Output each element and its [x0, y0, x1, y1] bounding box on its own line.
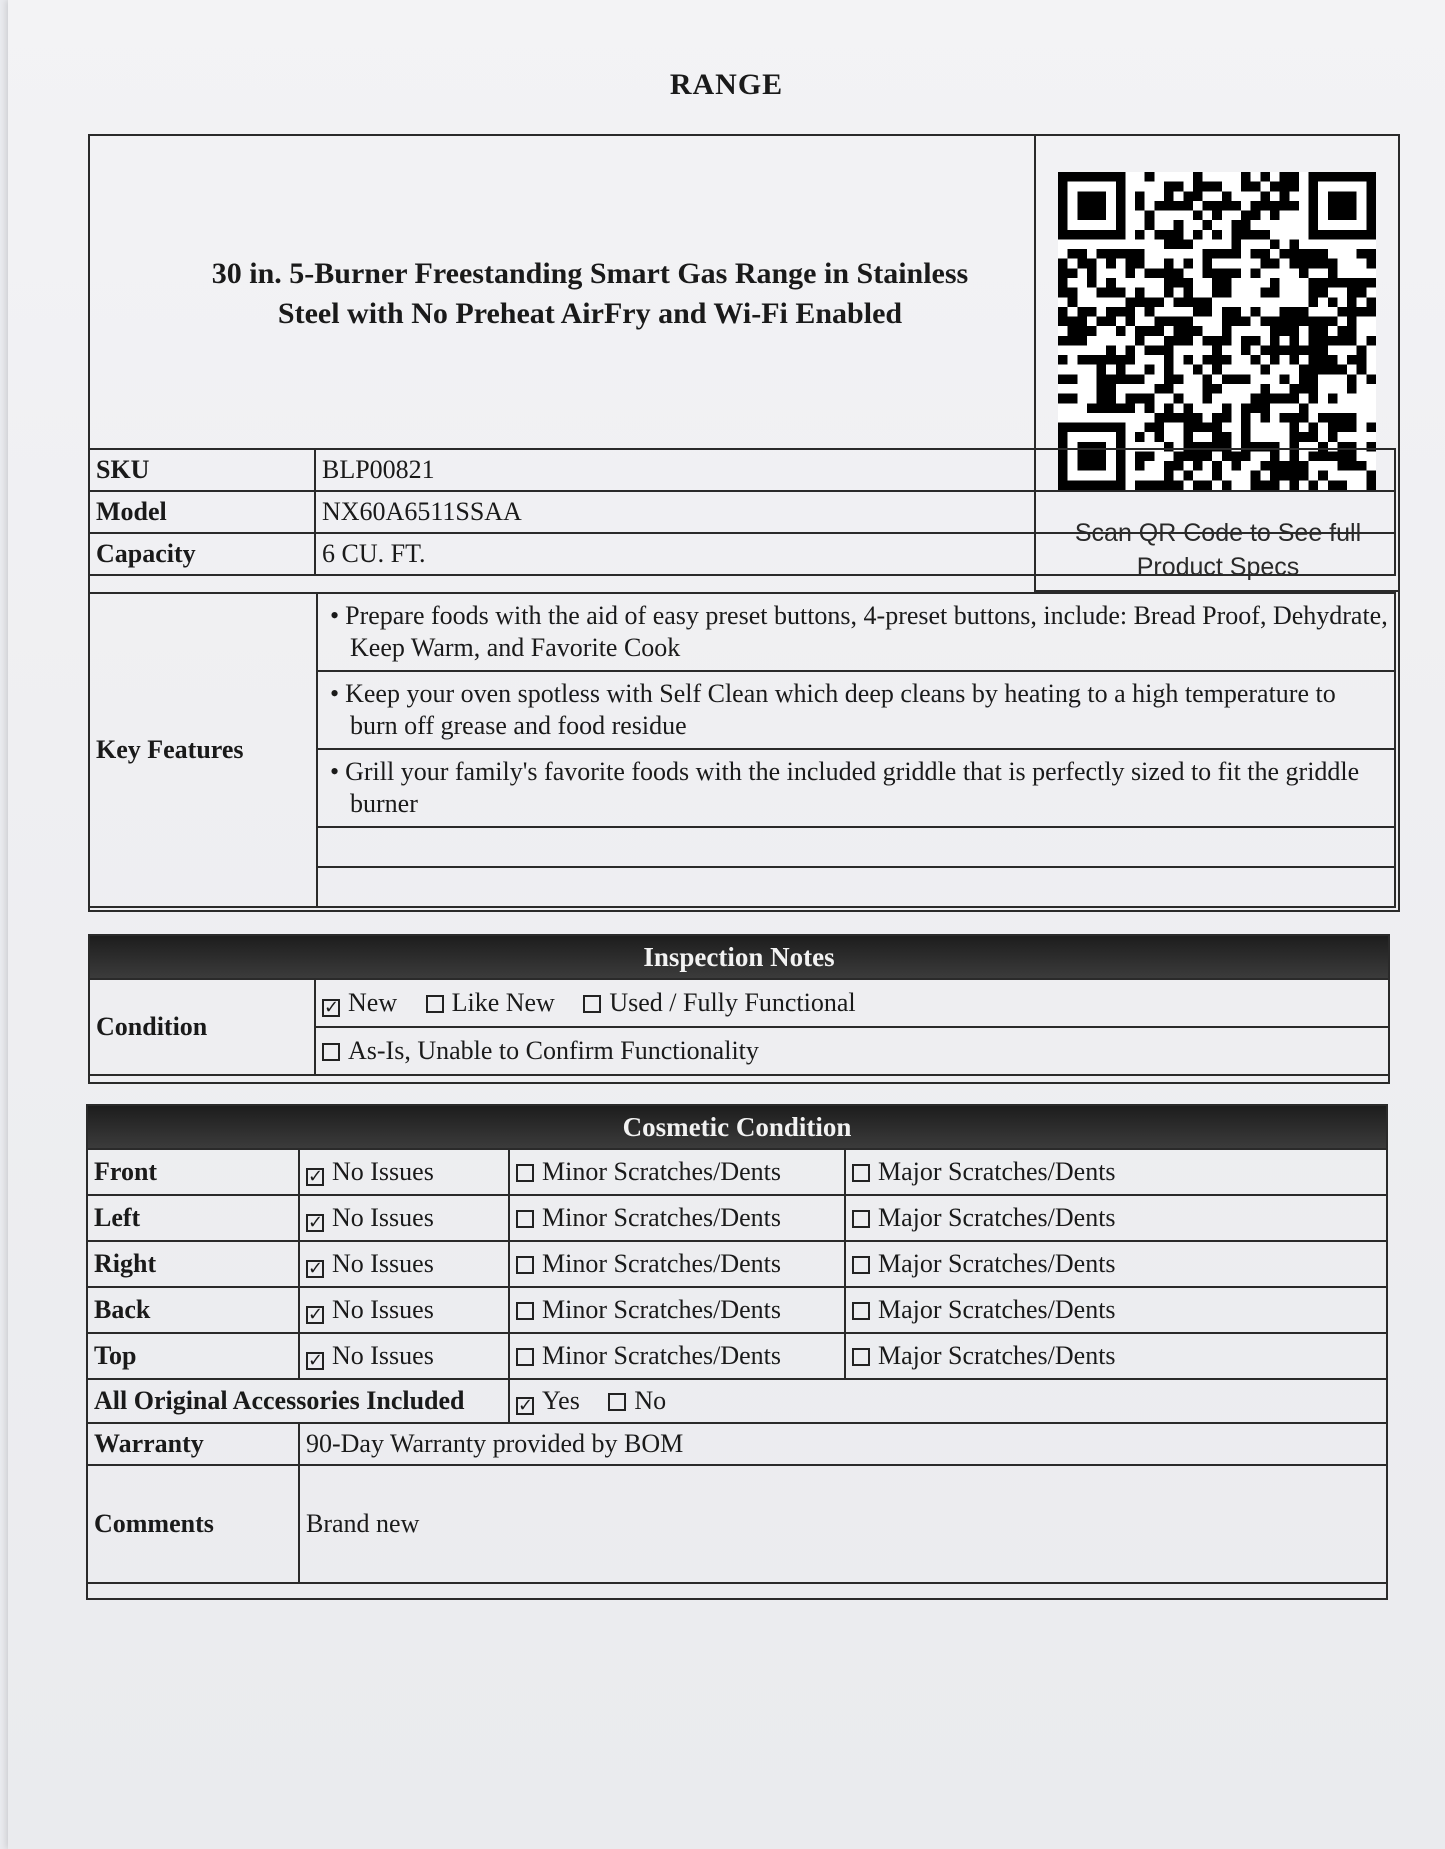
spec-row-sku — [89, 449, 1395, 491]
condition-option-new[interactable] — [322, 988, 397, 1017]
condition-options-row — [315, 979, 1389, 1027]
checkbox-no-issues[interactable] — [306, 1352, 324, 1370]
spec-row-model — [89, 491, 1395, 533]
spec-table — [88, 448, 1396, 576]
document-page — [8, 0, 1445, 1849]
cosmetic-side-label: Back — [87, 1287, 299, 1333]
feature-empty-row — [317, 827, 1395, 867]
warranty-value: 90-Day Warranty provided by BOM — [299, 1423, 1387, 1465]
cosmetic-option-minor[interactable] — [509, 1333, 845, 1379]
document-title: RANGE — [669, 68, 784, 101]
cosmetic-option-minor[interactable] — [509, 1195, 845, 1241]
condition-options-row — [315, 1027, 1389, 1075]
option-label: As-Is, Unable to Confirm Functionality — [348, 1036, 759, 1065]
sku-label: SKU — [89, 449, 315, 491]
option-label: Like New — [451, 988, 555, 1017]
checkbox-accessories-no[interactable] — [608, 1393, 626, 1411]
feature-empty-row — [317, 867, 1395, 907]
cosmetic-option-no-issues[interactable] — [299, 1333, 509, 1379]
option-label: Minor Scratches/Dents — [542, 1157, 782, 1186]
cosmetic-option-major[interactable] — [845, 1241, 1387, 1287]
inspection-notes-block — [88, 934, 1390, 1084]
option-label: Major Scratches/Dents — [878, 1295, 1116, 1324]
accessories-label: All Original Accessories Included — [87, 1379, 509, 1423]
spec-row-capacity — [89, 533, 1395, 575]
product-block — [88, 134, 1400, 912]
cosmetic-side-label: Front — [87, 1149, 299, 1195]
accessories-options — [509, 1379, 1387, 1423]
product-title — [110, 254, 1070, 334]
qr-caption-line-1: Scan QR Code to See full — [1074, 519, 1362, 547]
checkbox-minor[interactable] — [516, 1256, 534, 1274]
cosmetic-row — [87, 1195, 1387, 1241]
condition-label: Condition — [89, 979, 315, 1075]
cosmetic-option-minor[interactable] — [509, 1149, 845, 1195]
cosmetic-row — [87, 1241, 1387, 1287]
cosmetic-option-no-issues[interactable] — [299, 1195, 509, 1241]
cosmetic-option-major[interactable] — [845, 1149, 1387, 1195]
checkbox-as-is[interactable] — [322, 1043, 340, 1061]
option-label: No Issues — [332, 1295, 434, 1324]
checkbox-no-issues[interactable] — [306, 1168, 324, 1186]
cosmetic-option-minor[interactable] — [509, 1287, 845, 1333]
product-title-line-2: Steel with No Preheat AirFry and Wi-Fi Enabled — [277, 297, 903, 330]
checkbox-minor[interactable] — [516, 1210, 534, 1228]
cosmetic-option-major[interactable] — [845, 1287, 1387, 1333]
cosmetic-row — [87, 1287, 1387, 1333]
option-label: Minor Scratches/Dents — [542, 1203, 782, 1232]
checkbox-major[interactable] — [852, 1348, 870, 1366]
cosmetic-row — [87, 1333, 1387, 1379]
accessories-no[interactable] — [608, 1386, 666, 1415]
qr-code-icon[interactable] — [1058, 172, 1376, 490]
option-label: New — [348, 988, 398, 1017]
checkbox-minor[interactable] — [516, 1348, 534, 1366]
option-label: Used / Fully Functional — [609, 988, 856, 1017]
option-label: Minor Scratches/Dents — [542, 1295, 782, 1324]
option-label: No Issues — [332, 1249, 434, 1278]
feature-text: • Grill your family's favorite foods with the included griddle that is perfectly sized to fit the griddle burner — [324, 756, 1388, 820]
feature-item — [317, 749, 1395, 827]
cosmetic-option-major[interactable] — [845, 1195, 1387, 1241]
condition-option-used[interactable] — [583, 988, 855, 1017]
checkbox-minor[interactable] — [516, 1164, 534, 1182]
option-label: Major Scratches/Dents — [878, 1249, 1116, 1278]
capacity-value: 6 CU. FT. — [315, 533, 1395, 575]
warranty-label: Warranty — [87, 1423, 299, 1465]
condition-table — [88, 978, 1390, 1076]
option-label: Major Scratches/Dents — [878, 1203, 1116, 1232]
sku-value: BLP00821 — [315, 449, 1395, 491]
feature-text: • Keep your oven spotless with Self Clean which deep cleans by heating to a high temperature to burn off grease and food residue — [324, 678, 1388, 742]
checkbox-minor[interactable] — [516, 1302, 534, 1320]
product-title-line-1: 30 in. 5-Burner Freestanding Smart Gas Range in Stainless — [211, 257, 969, 290]
checkbox-major[interactable] — [852, 1164, 870, 1182]
checkbox-like-new[interactable] — [426, 995, 444, 1013]
option-label: Minor Scratches/Dents — [542, 1249, 782, 1278]
comments-label: Comments — [87, 1465, 299, 1583]
feature-text: • Prepare foods with the aid of easy preset buttons, 4-preset buttons, include: Bread Proof, Dehydrate, Keep Warm, and Favorite Cook — [324, 600, 1388, 664]
cosmetic-option-major[interactable] — [845, 1333, 1387, 1379]
feature-item — [317, 671, 1395, 749]
option-label: No — [634, 1386, 667, 1415]
cosmetic-option-no-issues[interactable] — [299, 1287, 509, 1333]
option-label: Minor Scratches/Dents — [542, 1341, 782, 1370]
option-label: No Issues — [332, 1203, 434, 1232]
cosmetic-table — [86, 1148, 1388, 1584]
checkbox-no-issues[interactable] — [306, 1306, 324, 1324]
option-label: Yes — [542, 1386, 580, 1415]
option-label: No Issues — [332, 1341, 434, 1370]
cosmetic-option-minor[interactable] — [509, 1241, 845, 1287]
checkbox-new[interactable] — [322, 999, 340, 1017]
option-label: No Issues — [332, 1157, 434, 1186]
model-value: NX60A6511SSAA — [315, 491, 1395, 533]
checkbox-major[interactable] — [852, 1210, 870, 1228]
comments-value: Brand new — [299, 1465, 1387, 1583]
key-features-label: Key Features — [89, 593, 317, 907]
capacity-label: Capacity — [89, 533, 315, 575]
inspection-notes-header: Inspection Notes — [90, 936, 1388, 978]
cosmetic-condition-block — [86, 1104, 1388, 1600]
checkbox-no-issues[interactable] — [306, 1214, 324, 1232]
cosmetic-side-label: Top — [87, 1333, 299, 1379]
model-label: Model — [89, 491, 315, 533]
cosmetic-option-no-issues[interactable] — [299, 1241, 509, 1287]
condition-option-like-new[interactable] — [426, 988, 555, 1017]
option-label: Major Scratches/Dents — [878, 1341, 1116, 1370]
checkbox-accessories-yes[interactable] — [516, 1397, 534, 1415]
accessories-yes[interactable] — [516, 1386, 580, 1415]
cosmetic-row — [87, 1149, 1387, 1195]
qr-caption-line-2: Product Specs — [1136, 553, 1300, 581]
cosmetic-option-no-issues[interactable] — [299, 1149, 509, 1195]
checkbox-no-issues[interactable] — [306, 1260, 324, 1278]
cosmetic-side-label: Right — [87, 1241, 299, 1287]
cosmetic-side-label: Left — [87, 1195, 299, 1241]
checkbox-major[interactable] — [852, 1302, 870, 1320]
condition-option-as-is[interactable] — [322, 1036, 759, 1065]
checkbox-used[interactable] — [583, 995, 601, 1013]
checkbox-major[interactable] — [852, 1256, 870, 1274]
feature-item — [317, 593, 1395, 671]
key-features-table — [88, 592, 1396, 908]
cosmetic-condition-header: Cosmetic Condition — [88, 1106, 1386, 1148]
option-label: Major Scratches/Dents — [878, 1157, 1116, 1186]
